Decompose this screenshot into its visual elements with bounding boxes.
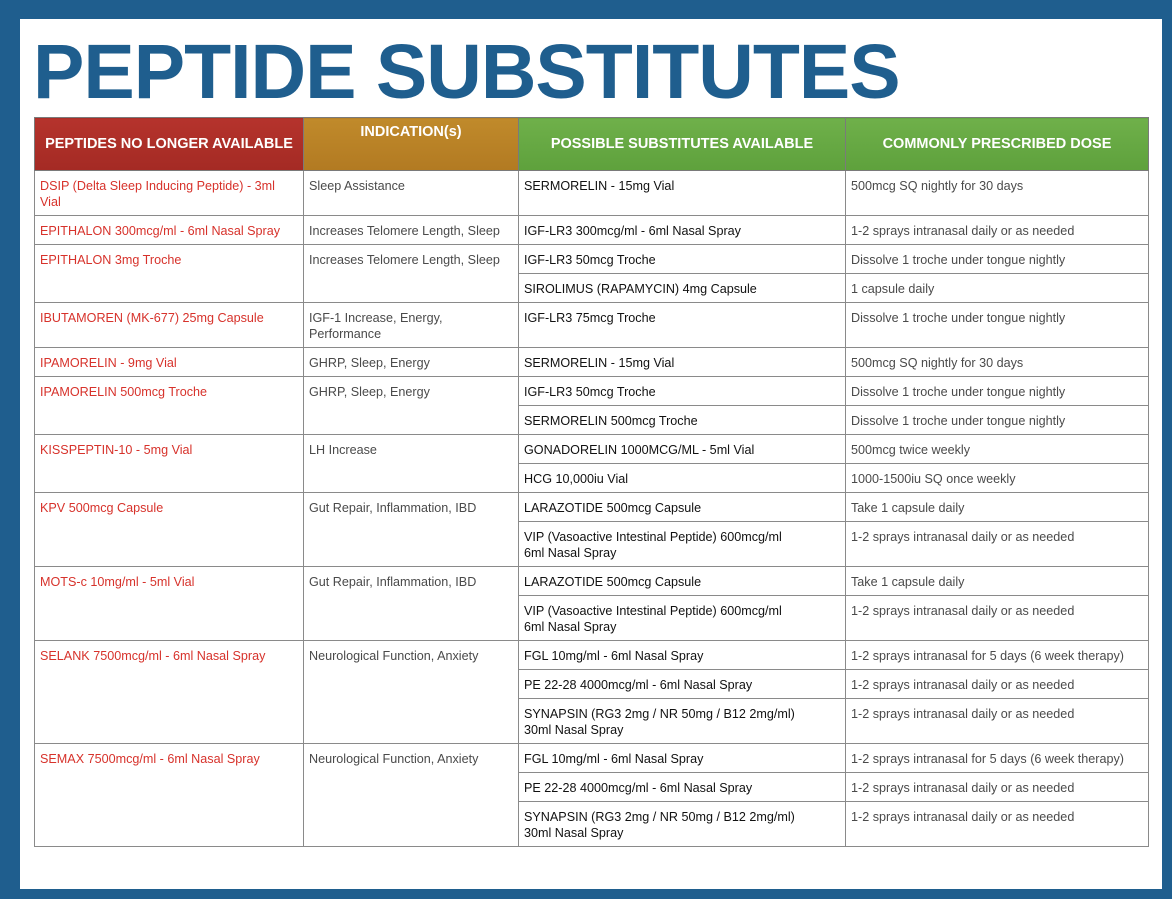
substitute-cell: SYNAPSIN (RG3 2mg / NR 50mg / B12 2mg/ml) 30ml Nasal Spray	[519, 699, 846, 744]
dose-cell: Dissolve 1 troche under tongue nightly	[846, 303, 1149, 348]
substitute-cell: VIP (Vasoactive Intestinal Peptide) 600mcg/ml 6ml Nasal Spray	[519, 596, 846, 641]
indication-cell: LH Increase	[304, 435, 519, 493]
substitute-cell: GONADORELIN 1000MCG/ML - 5ml Vial	[519, 435, 846, 464]
table-row	[35, 216, 1149, 245]
dose-cell: Dissolve 1 troche under tongue nightly	[846, 406, 1149, 435]
substitute-cell: PE 22-28 4000mcg/ml - 6ml Nasal Spray	[519, 670, 846, 699]
header-dose: COMMONLY PRESCRIBED DOSE	[846, 118, 1149, 171]
table-body	[35, 171, 1149, 847]
dose-cell: Take 1 capsule daily	[846, 567, 1149, 596]
substitute-cell: IGF-LR3 300mcg/ml - 6ml Nasal Spray	[519, 216, 846, 245]
table-row	[35, 171, 1149, 216]
substitutes-table	[34, 117, 1149, 847]
substitute-cell: SIROLIMUS (RAPAMYCIN) 4mg Capsule	[519, 274, 846, 303]
substitute-cell: FGL 10mg/ml - 6ml Nasal Spray	[519, 641, 846, 670]
substitute-cell: IGF-LR3 75mcg Troche	[519, 303, 846, 348]
dose-cell: 1-2 sprays intranasal daily or as needed	[846, 596, 1149, 641]
table-row	[35, 641, 1149, 670]
substitute-cell: HCG 10,000iu Vial	[519, 464, 846, 493]
dose-cell: 1-2 sprays intranasal daily or as needed	[846, 216, 1149, 245]
dose-cell: 1-2 sprays intranasal daily or as needed	[846, 670, 1149, 699]
dose-cell: 1-2 sprays intranasal daily or as needed	[846, 699, 1149, 744]
peptide-name-cell: MOTS-c 10mg/ml - 5ml Vial	[35, 567, 304, 641]
table-row	[35, 303, 1149, 348]
substitute-cell: SYNAPSIN (RG3 2mg / NR 50mg / B12 2mg/ml) 30ml Nasal Spray	[519, 802, 846, 847]
page-title: PEPTIDE SUBSTITUTES	[33, 29, 900, 115]
peptide-name-cell: IPAMORELIN - 9mg Vial	[35, 348, 304, 377]
dose-cell: 1-2 sprays intranasal daily or as needed	[846, 802, 1149, 847]
peptide-name-cell: SELANK 7500mcg/ml - 6ml Nasal Spray	[35, 641, 304, 744]
table-row	[35, 245, 1149, 274]
peptide-name-cell: KISSPEPTIN-10 - 5mg Vial	[35, 435, 304, 493]
table-row	[35, 348, 1149, 377]
peptide-name-cell: EPITHALON 3mg Troche	[35, 245, 304, 303]
table-row	[35, 567, 1149, 596]
dose-cell: 1-2 sprays intranasal daily or as needed	[846, 522, 1149, 567]
substitute-cell: SERMORELIN 500mcg Troche	[519, 406, 846, 435]
header-peptides: PEPTIDES NO LONGER AVAILABLE	[35, 118, 304, 171]
indication-cell: Sleep Assistance	[304, 171, 519, 216]
peptide-name-cell: SEMAX 7500mcg/ml - 6ml Nasal Spray	[35, 744, 304, 847]
dose-cell: 1-2 sprays intranasal for 5 days (6 week therapy)	[846, 744, 1149, 773]
dose-cell: Take 1 capsule daily	[846, 493, 1149, 522]
peptide-name-cell: EPITHALON 300mcg/ml - 6ml Nasal Spray	[35, 216, 304, 245]
indication-cell: Increases Telomere Length, Sleep	[304, 216, 519, 245]
indication-cell: IGF-1 Increase, Energy, Performance	[304, 303, 519, 348]
dose-cell: 1-2 sprays intranasal for 5 days (6 week therapy)	[846, 641, 1149, 670]
indication-cell: GHRP, Sleep, Energy	[304, 377, 519, 435]
header-substitutes: POSSIBLE SUBSTITUTES AVAILABLE	[519, 118, 846, 171]
peptide-name-cell: KPV 500mcg Capsule	[35, 493, 304, 567]
document-sheet	[20, 19, 1162, 889]
indication-cell: Gut Repair, Inflammation, IBD	[304, 567, 519, 641]
dose-cell: 500mcg SQ nightly for 30 days	[846, 348, 1149, 377]
dose-cell: 500mcg twice weekly	[846, 435, 1149, 464]
indication-cell: Gut Repair, Inflammation, IBD	[304, 493, 519, 567]
table-row	[35, 744, 1149, 773]
dose-cell: 1-2 sprays intranasal daily or as needed	[846, 773, 1149, 802]
table-row	[35, 377, 1149, 406]
dose-cell: 1 capsule daily	[846, 274, 1149, 303]
peptide-name-cell: IPAMORELIN 500mcg Troche	[35, 377, 304, 435]
indication-cell: Neurological Function, Anxiety	[304, 744, 519, 847]
indication-cell: Increases Telomere Length, Sleep	[304, 245, 519, 303]
dose-cell: Dissolve 1 troche under tongue nightly	[846, 377, 1149, 406]
peptide-name-cell: DSIP (Delta Sleep Inducing Peptide) - 3ml Vial	[35, 171, 304, 216]
substitute-cell: IGF-LR3 50mcg Troche	[519, 245, 846, 274]
table-row	[35, 493, 1149, 522]
substitute-cell: FGL 10mg/ml - 6ml Nasal Spray	[519, 744, 846, 773]
substitute-cell: VIP (Vasoactive Intestinal Peptide) 600mcg/ml 6ml Nasal Spray	[519, 522, 846, 567]
substitute-cell: LARAZOTIDE 500mcg Capsule	[519, 567, 846, 596]
substitute-cell: IGF-LR3 50mcg Troche	[519, 377, 846, 406]
substitute-cell: LARAZOTIDE 500mcg Capsule	[519, 493, 846, 522]
indication-cell: Neurological Function, Anxiety	[304, 641, 519, 744]
substitute-cell: PE 22-28 4000mcg/ml - 6ml Nasal Spray	[519, 773, 846, 802]
dose-cell: 1000-1500iu SQ once weekly	[846, 464, 1149, 493]
table-row	[35, 435, 1149, 464]
header-indication: INDICATION(s)	[304, 118, 519, 171]
table-header-row	[35, 118, 1149, 171]
dose-cell: Dissolve 1 troche under tongue nightly	[846, 245, 1149, 274]
peptide-name-cell: IBUTAMOREN (MK-677) 25mg Capsule	[35, 303, 304, 348]
substitute-cell: SERMORELIN - 15mg Vial	[519, 171, 846, 216]
dose-cell: 500mcg SQ nightly for 30 days	[846, 171, 1149, 216]
substitute-cell: SERMORELIN - 15mg Vial	[519, 348, 846, 377]
indication-cell: GHRP, Sleep, Energy	[304, 348, 519, 377]
